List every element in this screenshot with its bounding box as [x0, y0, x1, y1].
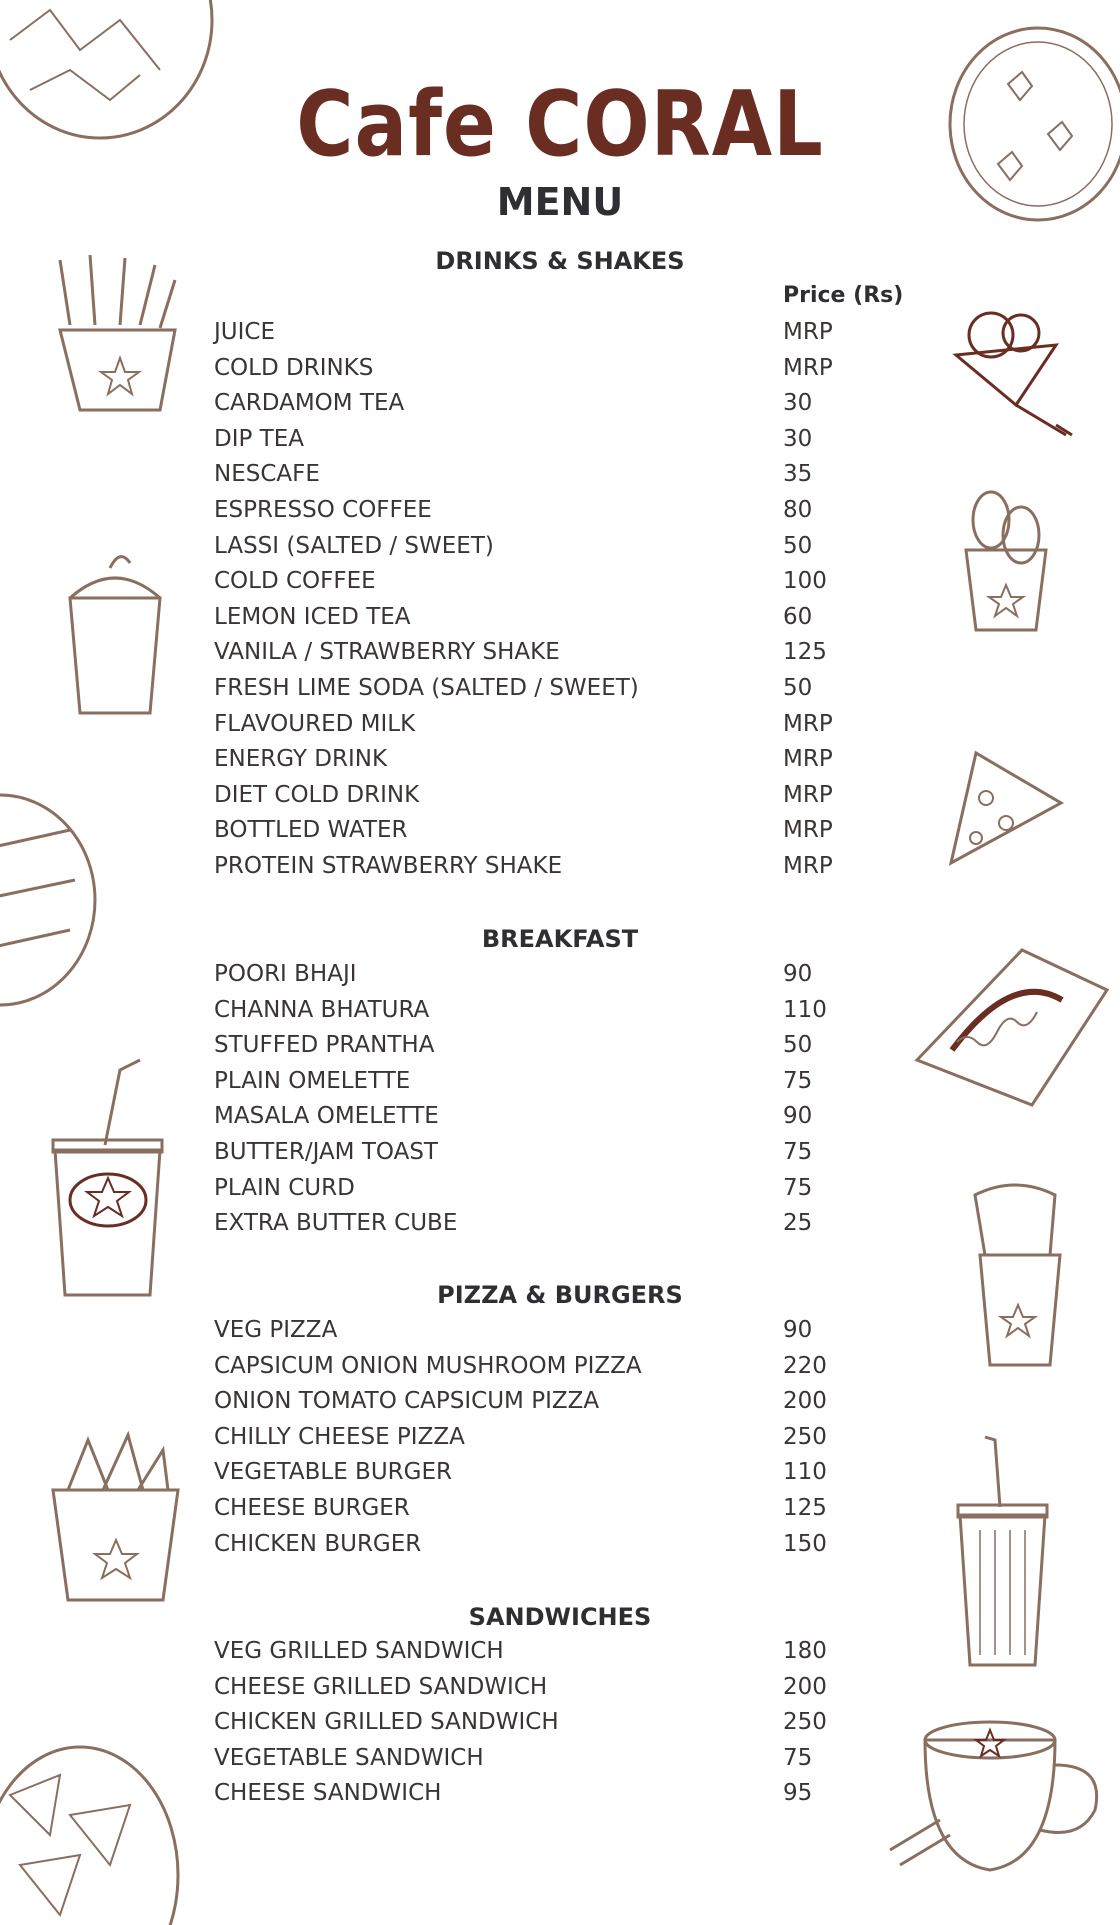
item-name: ONION TOMATO CAPSICUM PIZZA [214, 1388, 600, 1415]
item-name: VANILA / STRAWBERRY SHAKE [214, 639, 560, 666]
item-price: MRP [783, 319, 833, 345]
menu-item [214, 1384, 914, 1420]
menu-item [214, 993, 914, 1029]
item-name: CHEESE BURGER [214, 1494, 410, 1521]
item-price: 110 [783, 996, 827, 1023]
menu-item [214, 386, 914, 422]
menu-item [214, 1028, 914, 1064]
item-price: 200 [783, 1673, 827, 1700]
item-name: COLD DRINKS [214, 354, 374, 381]
item-price: MRP [783, 781, 833, 808]
menu-item [214, 493, 914, 529]
menu-item [214, 635, 914, 671]
item-price: MRP [783, 354, 833, 381]
item-price: MRP [783, 817, 833, 844]
milkshake-cup-doodle-icon [60, 548, 170, 718]
item-name: CHICKEN BURGER [214, 1530, 422, 1557]
item-price: 90 [783, 961, 813, 987]
item-price: 200 [783, 1388, 827, 1415]
item-price: 150 [783, 1530, 827, 1557]
salad-bowl-doodle-icon [0, 0, 220, 160]
item-name: PLAIN OMELETTE [214, 1067, 411, 1094]
fries-doodle-icon [40, 250, 190, 420]
menu-item [214, 671, 914, 707]
item-price: 220 [783, 1352, 827, 1379]
item-name: LASSI (SALTED / SWEET) [214, 532, 494, 559]
item-price: 75 [783, 1174, 813, 1201]
item-price: 180 [783, 1638, 827, 1664]
item-price: 35 [783, 461, 813, 488]
item-name: CAPSICUM ONION MUSHROOM PIZZA [214, 1352, 642, 1379]
item-price: MRP [783, 852, 833, 879]
kebab-plate-doodle-icon [0, 790, 100, 1010]
item-name: CARDAMOM TEA [214, 390, 405, 417]
menu-item [214, 564, 914, 600]
drinks-list [214, 315, 914, 885]
item-name: FRESH LIME SODA (SALTED / SWEET) [214, 674, 639, 701]
menu-item [214, 742, 914, 778]
menu-item [214, 1064, 914, 1100]
item-name: VEGETABLE SANDWICH [214, 1744, 484, 1771]
menu-item [214, 351, 914, 387]
item-price: 25 [783, 1210, 813, 1237]
item-name: DIP TEA [214, 425, 304, 452]
menu-item [214, 1171, 914, 1207]
section-title-pizza-burgers: PIZZA & BURGERS [437, 1281, 683, 1309]
brand-name: Cafe CORAL [296, 73, 824, 177]
item-price: 250 [783, 1423, 827, 1450]
menu-item [214, 315, 914, 351]
item-price: 75 [783, 1744, 813, 1771]
menu-item [214, 707, 914, 743]
item-name: ENERGY DRINK [214, 746, 388, 773]
hotdog-doodle-icon [912, 930, 1112, 1110]
potato-wedges-doodle-icon [48, 1430, 183, 1605]
item-price: 50 [783, 1032, 813, 1059]
sandwiches-list [214, 1634, 914, 1812]
onion-rings-doodle-icon [956, 480, 1056, 640]
price-column-header: Price (Rs) [783, 283, 904, 308]
menu-item [214, 1670, 914, 1706]
item-name: COLD COFFEE [214, 568, 376, 595]
section-title-breakfast: BREAKFAST [481, 925, 639, 953]
pizza-slice-doodle-icon [946, 748, 1066, 868]
section-title-sandwiches: SANDWICHES [468, 1603, 652, 1631]
item-price: 80 [783, 496, 813, 523]
menu-item [214, 1491, 914, 1527]
menu-item [214, 1705, 914, 1741]
menu-item [214, 1776, 914, 1812]
breakfast-list [214, 957, 914, 1242]
item-name: LEMON ICED TEA [214, 603, 411, 630]
item-name: BUTTER/JAM TOAST [214, 1138, 438, 1165]
menu-item [214, 1634, 914, 1670]
coffee-cup-doodle-icon [880, 1710, 1120, 1880]
menu-item [214, 1135, 914, 1171]
nachos-plate-doodle-icon [0, 1725, 190, 1925]
item-name: BOTTLED WATER [214, 817, 408, 844]
item-name: JUICE [214, 319, 275, 345]
item-price: 110 [783, 1459, 827, 1486]
menu-item [214, 1099, 914, 1135]
menu-item [214, 529, 914, 565]
item-name: PROTEIN STRAWBERRY SHAKE [214, 852, 563, 879]
item-name: PLAIN CURD [214, 1174, 355, 1201]
menu-title: MENU [496, 180, 624, 224]
item-name: VEG GRILLED SANDWICH [214, 1638, 504, 1664]
item-price: 30 [783, 390, 813, 417]
menu-item [214, 778, 914, 814]
menu-item [214, 957, 914, 993]
wrap-doodle-icon [970, 1175, 1065, 1375]
item-price: 125 [783, 1494, 827, 1521]
menu-item [214, 1420, 914, 1456]
menu-item [214, 1741, 914, 1777]
item-price: 100 [783, 568, 827, 595]
menu-item [214, 457, 914, 493]
item-name: CHANNA BHATURA [214, 996, 430, 1023]
menu-item [214, 422, 914, 458]
item-price: MRP [783, 746, 833, 773]
item-price: 50 [783, 674, 813, 701]
item-name: VEGETABLE BURGER [214, 1459, 452, 1486]
item-price: 250 [783, 1709, 827, 1736]
item-name: ESPRESSO COFFEE [214, 496, 432, 523]
item-name: STUFFED PRANTHA [214, 1032, 435, 1059]
item-name: NESCAFE [214, 461, 320, 488]
item-name: CHICKEN GRILLED SANDWICH [214, 1709, 559, 1736]
item-price: 75 [783, 1138, 813, 1165]
sundae-doodle-icon [946, 275, 1096, 455]
menu-item [214, 600, 914, 636]
item-name: FLAVOURED MILK [214, 710, 416, 737]
soup-bowl-doodle-icon [948, 14, 1120, 234]
item-name: CHEESE GRILLED SANDWICH [214, 1673, 548, 1700]
item-name: POORI BHAJI [214, 961, 357, 987]
menu-item [214, 1527, 914, 1563]
item-price: 75 [783, 1067, 813, 1094]
item-price: 90 [783, 1317, 813, 1343]
menu-item [214, 1455, 914, 1491]
menu-item [214, 1313, 914, 1349]
menu-item [214, 849, 914, 885]
section-title-drinks: DRINKS & SHAKES [435, 247, 685, 275]
item-name: CHEESE SANDWICH [214, 1780, 442, 1807]
item-name: MASALA OMELETTE [214, 1103, 439, 1130]
item-price: 50 [783, 532, 813, 559]
item-name: DIET COLD DRINK [214, 781, 420, 808]
item-price: 30 [783, 425, 813, 452]
item-price: MRP [783, 710, 833, 737]
item-price: 95 [783, 1780, 813, 1807]
item-price: 125 [783, 639, 827, 666]
item-name: EXTRA BUTTER CUBE [214, 1210, 458, 1237]
soda-cup-doodle-icon [50, 1050, 170, 1300]
menu-item [214, 1349, 914, 1385]
menu-item [214, 1206, 914, 1242]
item-price: 90 [783, 1103, 813, 1130]
menu-item [214, 813, 914, 849]
pizza-burgers-list [214, 1313, 914, 1562]
item-price: 60 [783, 603, 813, 630]
item-name: VEG PIZZA [214, 1317, 338, 1343]
item-name: CHILLY CHEESE PIZZA [214, 1423, 465, 1450]
drink-cup-doodle-icon [955, 1435, 1050, 1670]
